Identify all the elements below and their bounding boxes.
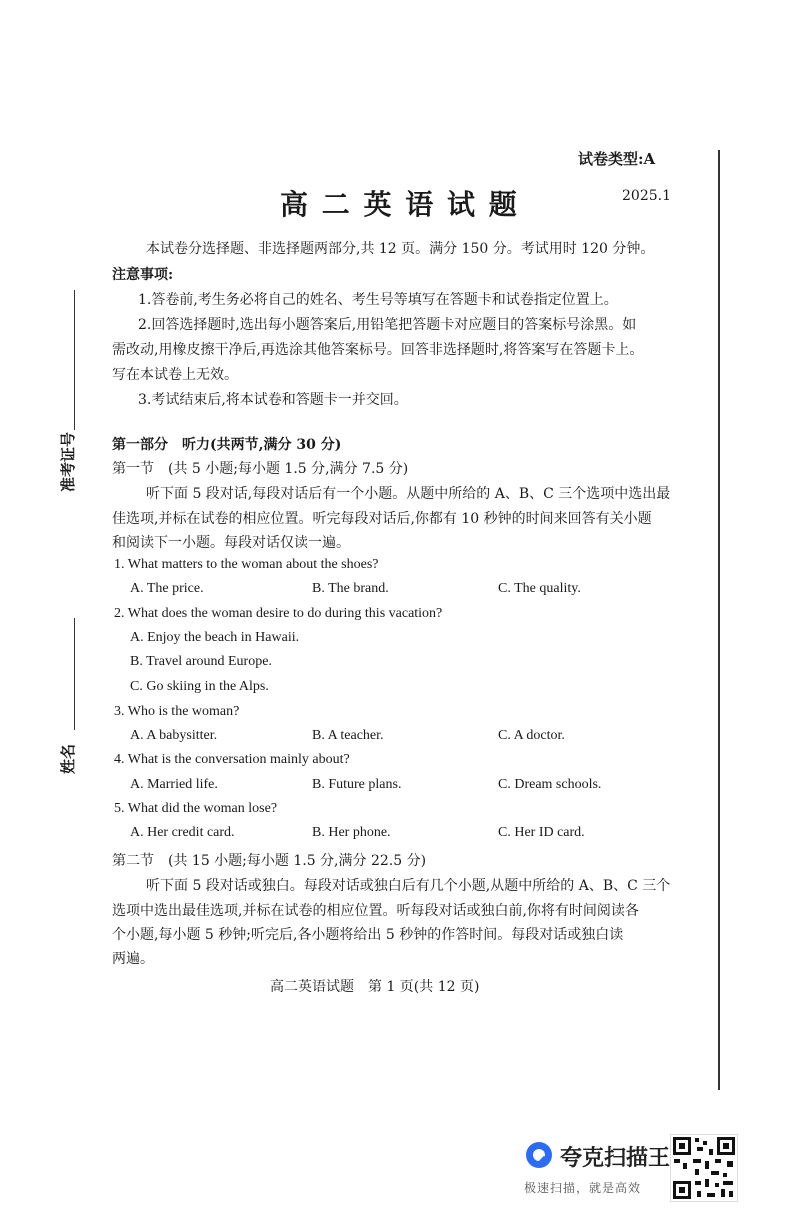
page-title: 高 二 英 语 试 题 bbox=[280, 188, 519, 221]
qr-code-icon bbox=[670, 1134, 738, 1202]
option-b: B. Travel around Europe. bbox=[130, 654, 272, 669]
section2-instruction: 听下面 5 段对话或独白。每段对话或独白后有几个小题,从题中所给的 A、B、C 三个 bbox=[146, 878, 671, 894]
section1-instruction: 佳选项,并标在试卷的相应位置。听完每段对话后,你都有 10 秒钟的时间来回答有关小题 bbox=[112, 511, 652, 527]
question-5: 5. What did the woman lose? bbox=[114, 801, 278, 816]
option-a: A. A babysitter. bbox=[130, 728, 218, 743]
paper-type: 试卷类型:A bbox=[578, 150, 656, 168]
option-b: B. A teacher. bbox=[312, 728, 384, 743]
notice-item: 3.考试结束后,将本试卷和答题卡一并交回。 bbox=[138, 392, 408, 408]
notice-item: 2.回答选择题时,选出每小题答案后,用铅笔把答题卡对应题目的答案标号涂黑。如 bbox=[138, 317, 637, 333]
section1-instruction: 听下面 5 段对话,每段对话后有一个小题。从题中所给的 A、B、C 三个选项中选出最 bbox=[146, 486, 671, 502]
section1-heading: 第一节 (共 5 小题;每小题 1.5 分,满分 7.5 分) bbox=[112, 461, 409, 477]
option-a: A. The price. bbox=[130, 581, 204, 596]
option-c: C. Her ID card. bbox=[498, 825, 585, 840]
option-a: A. Enjoy the beach in Hawaii. bbox=[130, 630, 300, 645]
option-b: B. Her phone. bbox=[312, 825, 391, 840]
notice-item: 1.答卷前,考生务必将自己的姓名、考生号等填写在答题卡和试卷指定位置上。 bbox=[138, 292, 618, 308]
section2-instruction: 两遍。 bbox=[112, 951, 154, 967]
section2-instruction: 个小题,每小题 5 秒钟;听完后,各小题将给出 5 秒钟的作答时间。每段对话或独白读 bbox=[112, 927, 624, 943]
option-b: B. The brand. bbox=[312, 581, 389, 596]
section2-heading: 第二节 (共 15 小题;每小题 1.5 分,满分 22.5 分) bbox=[112, 853, 427, 869]
option-a: A. Married life. bbox=[130, 777, 218, 792]
option-c: C. The quality. bbox=[498, 581, 581, 596]
question-3: 3. Who is the woman? bbox=[114, 704, 240, 719]
question-1: 1. What matters to the woman about the shoes? bbox=[114, 557, 379, 572]
option-c: C. Dream schools. bbox=[498, 777, 602, 792]
option-a: A. Her credit card. bbox=[130, 825, 235, 840]
part1-heading: 第一部分 听力(共两节,满分 30 分) bbox=[112, 437, 342, 453]
notice-item: 写在本试卷上无效。 bbox=[112, 367, 238, 383]
scanner-brand: 夸克扫描王 bbox=[560, 1146, 671, 1171]
intro-text: 本试卷分选择题、非选择题两部分,共 12 页。满分 150 分。考试用时 120 分钟。 bbox=[146, 241, 655, 257]
notice-item: 需改动,用橡皮擦干净后,再选涂其他答案标号。回答非选择题时,将答案写在答题卡上。 bbox=[112, 342, 644, 358]
exam-id-label: 准考证号 bbox=[59, 431, 77, 492]
question-2: 2. What does the woman desire to do during this vacation? bbox=[114, 606, 443, 621]
page-footer: 高二英语试题 第 1 页(共 12 页) bbox=[270, 979, 480, 995]
option-b: B. Future plans. bbox=[312, 777, 402, 792]
option-c: C. Go skiing in the Alps. bbox=[130, 679, 269, 694]
scanner-logo-icon bbox=[524, 1140, 554, 1170]
section1-instruction: 和阅读下一小题。每段对话仅读一遍。 bbox=[112, 535, 350, 551]
name-label: 姓名 bbox=[59, 743, 77, 774]
right-margin-rule bbox=[718, 150, 720, 1090]
option-c: C. A doctor. bbox=[498, 728, 565, 743]
name-fill-line bbox=[74, 618, 75, 730]
exam-id-fill-line bbox=[74, 290, 75, 430]
question-4: 4. What is the conversation mainly about? bbox=[114, 752, 350, 767]
notice-heading: 注意事项: bbox=[112, 267, 174, 283]
section2-instruction: 选项中选出最佳选项,并标在试卷的相应位置。听每段对话或独白前,你将有时间阅读各 bbox=[112, 903, 639, 919]
scanner-slogan: 极速扫描，就是高效 bbox=[524, 1181, 642, 1195]
exam-date: 2025.1 bbox=[622, 188, 671, 204]
